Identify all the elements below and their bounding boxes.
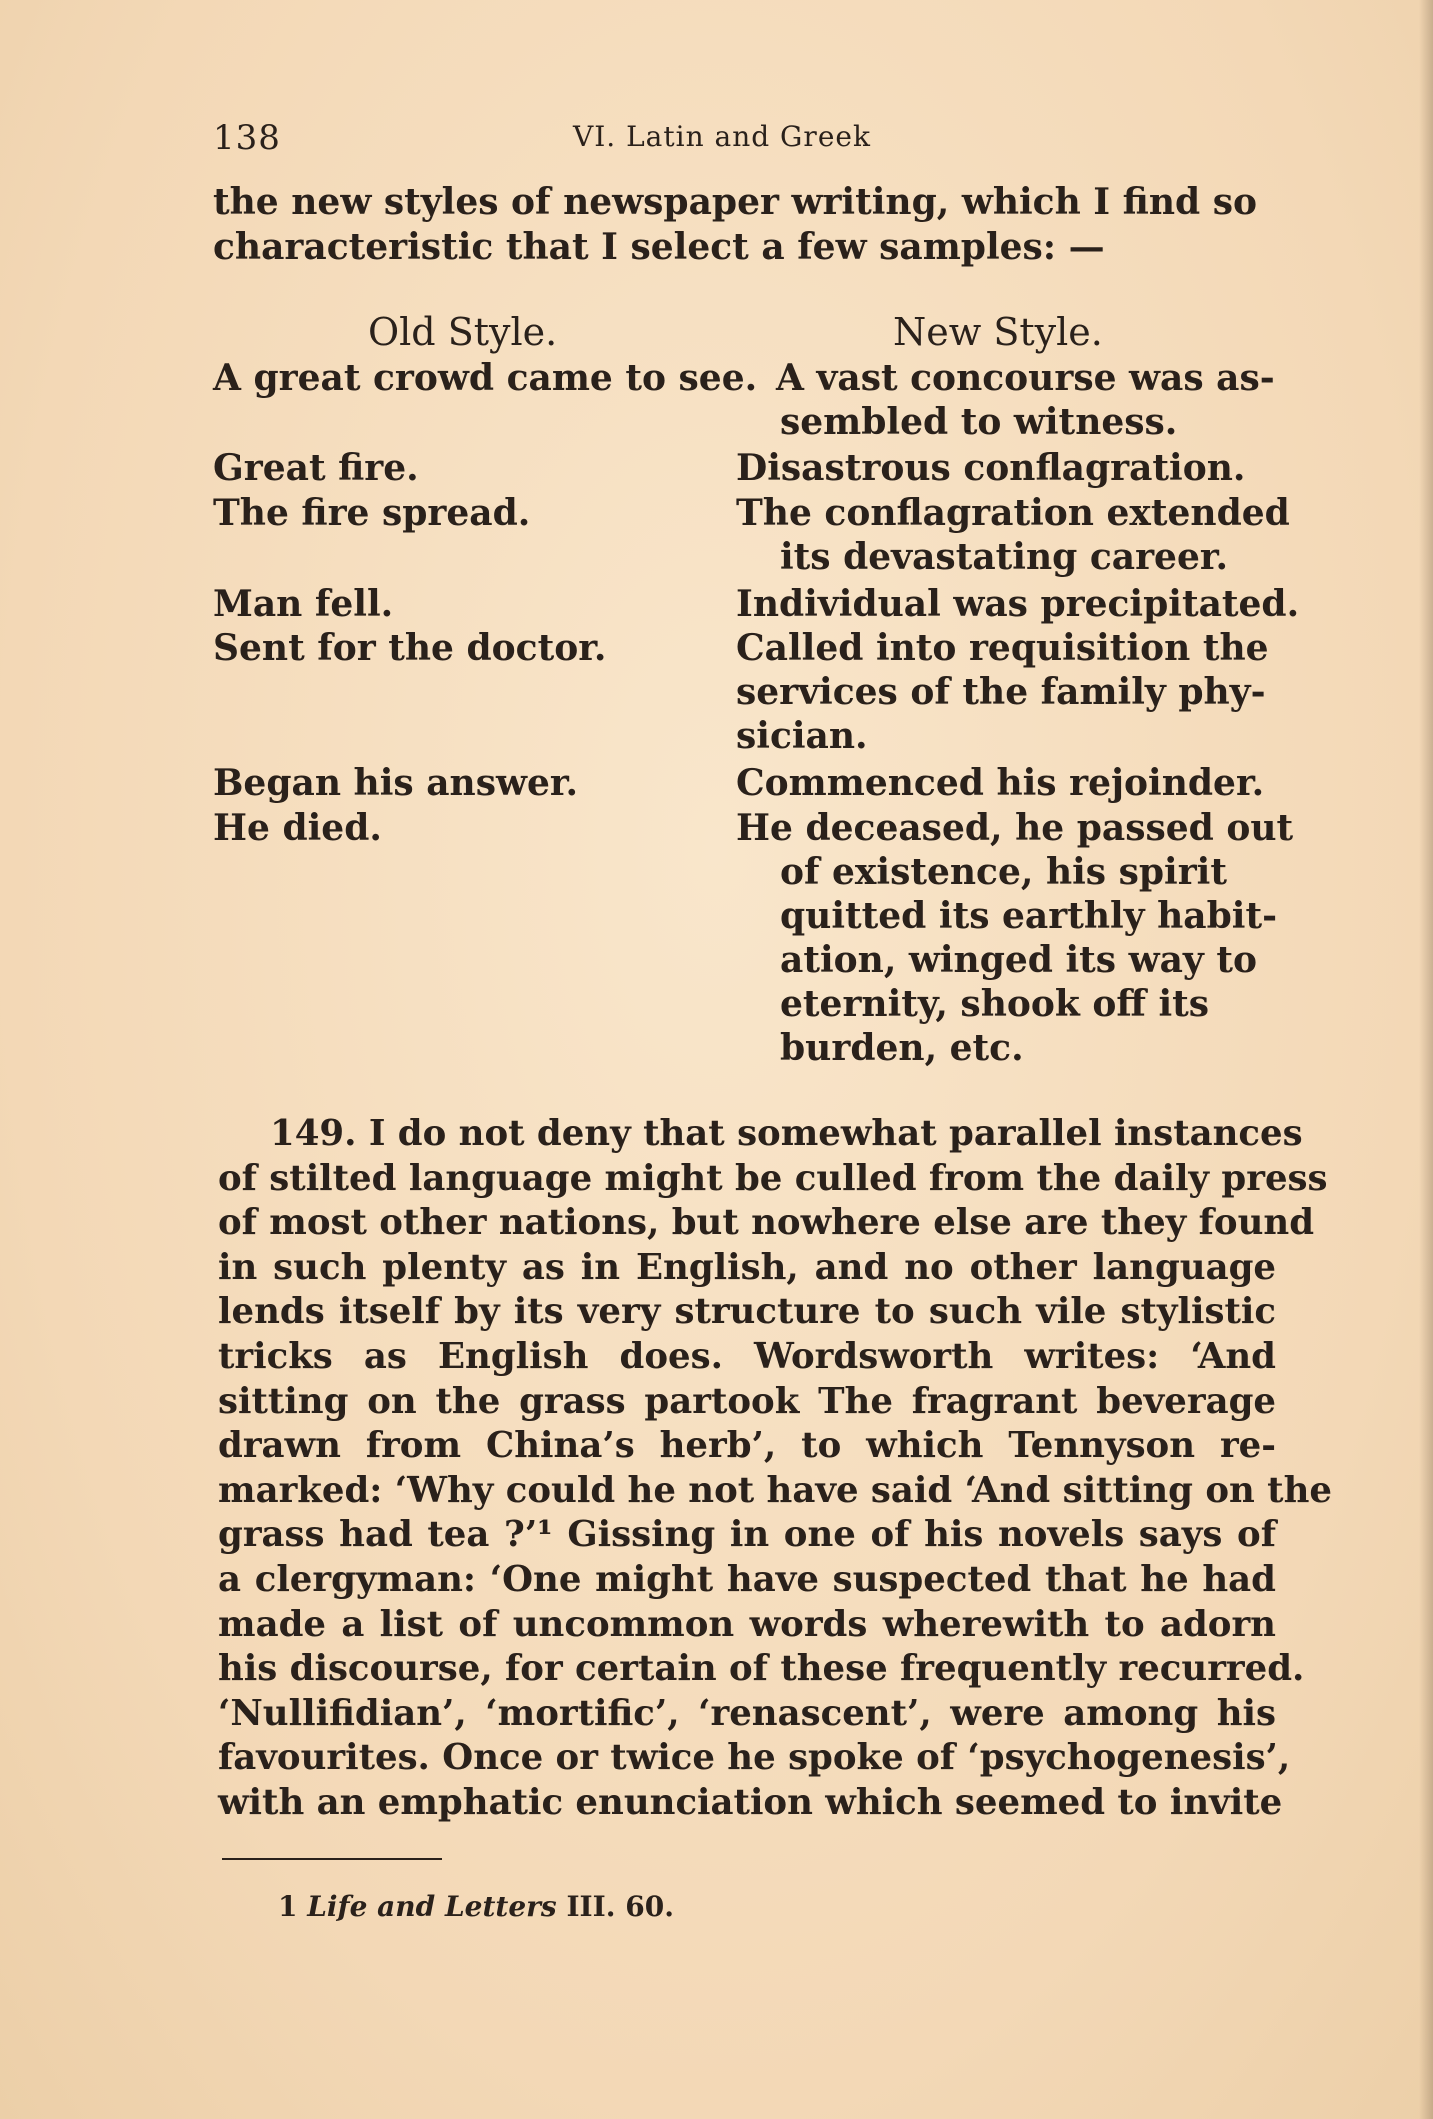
old-style-heading: Old Style. bbox=[368, 310, 558, 354]
new-style-entry bbox=[736, 806, 1294, 1070]
page-edge-shadow bbox=[1419, 0, 1433, 2119]
paragraph-line: of stilted language might be culled from the daily press bbox=[218, 1157, 1328, 1199]
old-style-entry: He died. bbox=[213, 807, 382, 849]
new-style-line: Called into requisition the bbox=[736, 627, 1269, 669]
new-style-line: its devastating career. bbox=[780, 536, 1229, 578]
paragraph-line: marked: ‘Why could he not have said ‘And sitting on the bbox=[218, 1469, 1332, 1511]
paragraph-line: ‘Nullifidian’, ‘mortific’, ‘renascent’, were among his bbox=[218, 1692, 1276, 1734]
footnote-title: Life and Letters bbox=[307, 1890, 557, 1923]
new-style-line: Commenced his rejoinder. bbox=[736, 762, 1265, 804]
new-style-line: He deceased, he passed out bbox=[736, 807, 1294, 849]
new-style-line: eternity, shook off its bbox=[780, 983, 1210, 1025]
new-style-line: The conflagration extended bbox=[736, 492, 1290, 534]
new-style-line: quitted its earthly habit- bbox=[780, 895, 1278, 937]
new-style-line: burden, etc. bbox=[780, 1027, 1024, 1069]
paragraph-line: lends itself by its very structure to such vile stylistic bbox=[218, 1291, 1276, 1333]
new-style-entry bbox=[736, 491, 1290, 579]
running-head: VI. Latin and Greek bbox=[573, 120, 871, 153]
new-style-entry bbox=[736, 582, 1300, 626]
paragraph-line: his discourse, for certain of these frequently recurred. bbox=[218, 1648, 1305, 1690]
paragraph-line: drawn from China’s herb’, to which Tennyson re- bbox=[218, 1425, 1276, 1467]
page-header bbox=[213, 118, 1273, 158]
footnote-number: 1 bbox=[278, 1890, 298, 1923]
new-style-entry bbox=[736, 761, 1273, 805]
paragraph-line: in such plenty as in English, and no other language bbox=[218, 1246, 1276, 1288]
paragraph-line: favourites. Once or twice he spoke of ‘psychogenesis’, bbox=[218, 1737, 1291, 1779]
old-style-entry: Man fell. bbox=[213, 583, 394, 625]
paragraph-line: a clergyman: ‘One might have suspected that he had bbox=[218, 1558, 1276, 1600]
new-style-line: Individual was precipitated. bbox=[736, 583, 1300, 625]
old-style-entry: A great crowd came to see. bbox=[213, 357, 758, 399]
new-style-heading: New Style. bbox=[893, 310, 1103, 354]
new-style-line: of existence, his spirit bbox=[780, 851, 1227, 893]
old-style-entry: Great fire. bbox=[213, 447, 419, 489]
paragraph-line: 149. I do not deny that somewhat parallel instances bbox=[270, 1113, 1303, 1154]
new-style-line: services of the family phy- bbox=[736, 671, 1266, 713]
intro-line: characteristic that I select a few samples: — bbox=[213, 226, 1105, 268]
new-style-entry bbox=[736, 446, 1273, 490]
new-style-entry bbox=[736, 626, 1273, 758]
paragraph-line: with an emphatic enunciation which seemed to invite bbox=[218, 1781, 1283, 1823]
footnote-rule bbox=[222, 1858, 442, 1860]
intro-text bbox=[213, 180, 1273, 270]
new-style-line: Disastrous conflagration. bbox=[736, 447, 1246, 489]
old-style-entry: Sent for the doctor. bbox=[213, 627, 607, 669]
intro-line: the new styles of newspaper writing, which I find so bbox=[213, 181, 1257, 223]
paragraph-line: grass had tea ?’¹ Gissing in one of his novels says of bbox=[218, 1514, 1276, 1556]
paragraph-line: sitting on the grass partook The fragrant beverage bbox=[218, 1380, 1276, 1422]
footnote-ref: III. 60. bbox=[566, 1890, 674, 1923]
paragraph-line: made a list of uncommon words wherewith to adorn bbox=[218, 1603, 1276, 1645]
page-number: 138 bbox=[213, 118, 281, 158]
new-style-line: sician. bbox=[736, 715, 868, 757]
paragraph-149 bbox=[218, 1112, 1332, 1826]
new-style-line: ation, winged its way to bbox=[780, 939, 1258, 981]
paragraph-line: of most other nations, but nowhere else are they found bbox=[218, 1202, 1315, 1244]
paragraph-line: tricks as English does. Wordsworth writes: ‘And bbox=[218, 1335, 1276, 1377]
old-style-entry: The fire spread. bbox=[213, 492, 531, 534]
new-style-line: sembled to witness. bbox=[780, 401, 1178, 443]
new-style-line: A vast concourse was as- bbox=[776, 357, 1275, 399]
footnote bbox=[278, 1890, 674, 1923]
old-style-entry: Began his answer. bbox=[213, 762, 579, 804]
new-style-entry bbox=[776, 356, 1313, 444]
